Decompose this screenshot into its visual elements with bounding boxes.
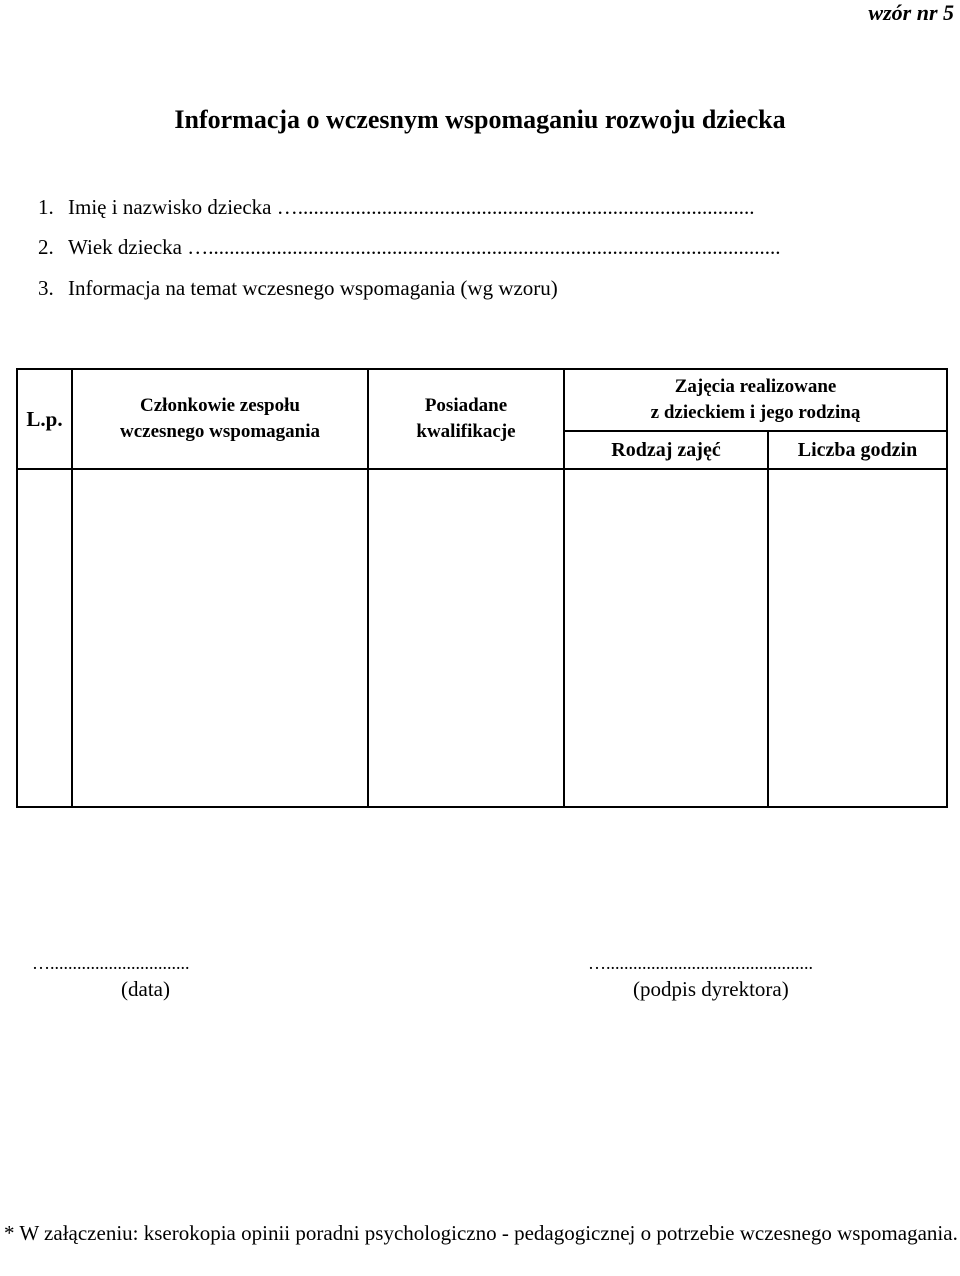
field-label: Wiek dziecka bbox=[68, 235, 183, 259]
field-number: 3. bbox=[38, 276, 54, 300]
cell-lp-entry[interactable] bbox=[17, 469, 72, 807]
form-number: wzór nr 5 bbox=[868, 0, 954, 25]
header-qualifications-line1: Posiadane bbox=[424, 395, 508, 416]
field-child-name bbox=[38, 195, 755, 220]
header-classes bbox=[564, 369, 947, 431]
header-classes-line2: z dzieckiem i jego rodziną bbox=[650, 402, 861, 423]
header-classes-line1: Zajęcia realizowane bbox=[674, 376, 837, 397]
support-team-table bbox=[16, 368, 948, 808]
cell-qualifications-entry[interactable] bbox=[368, 469, 564, 807]
header-team-members-line1: Członkowie zespołu bbox=[140, 395, 300, 416]
fill-in-dots: …............................................................................................................. bbox=[187, 235, 781, 259]
cell-members-entry[interactable] bbox=[72, 469, 368, 807]
header-qualifications-line2: kwalifikacje bbox=[416, 421, 516, 442]
director-signature-line: ….............................................. bbox=[588, 953, 813, 973]
field-child-age bbox=[38, 235, 781, 260]
subheader-hours: Liczba godzin bbox=[768, 431, 947, 469]
header-team-members bbox=[72, 369, 368, 469]
field-number: 2. bbox=[38, 235, 54, 259]
fill-in-dots: …....................................................................................... bbox=[276, 195, 755, 219]
subheader-class-type: Rodzaj zajęć bbox=[564, 431, 768, 469]
field-support-info bbox=[38, 276, 558, 301]
header-qualifications bbox=[368, 369, 564, 469]
attachment-footnote: * W załączeniu: kserokopia opinii poradni psychologiczno - pedagogicznej o potrzebie wczesnego wspomagania. bbox=[4, 1221, 958, 1245]
field-number: 1. bbox=[38, 195, 54, 219]
date-label: (data) bbox=[121, 977, 170, 1001]
field-label: Informacja na temat wczesnego wspomagania (wg wzoru) bbox=[68, 276, 558, 300]
cell-class-type-entry[interactable] bbox=[564, 469, 768, 807]
director-signature-label: (podpis dyrektora) bbox=[633, 977, 789, 1001]
cell-hours-entry[interactable] bbox=[768, 469, 947, 807]
date-signature-line: …............................... bbox=[32, 953, 190, 973]
header-lp: L.p. bbox=[17, 369, 72, 469]
field-label: Imię i nazwisko dziecka bbox=[68, 195, 272, 219]
header-team-members-line2: wczesnego wspomagania bbox=[119, 421, 321, 442]
document-title: Informacja o wczesnym wspomaganiu rozwoju dziecka bbox=[174, 105, 786, 134]
